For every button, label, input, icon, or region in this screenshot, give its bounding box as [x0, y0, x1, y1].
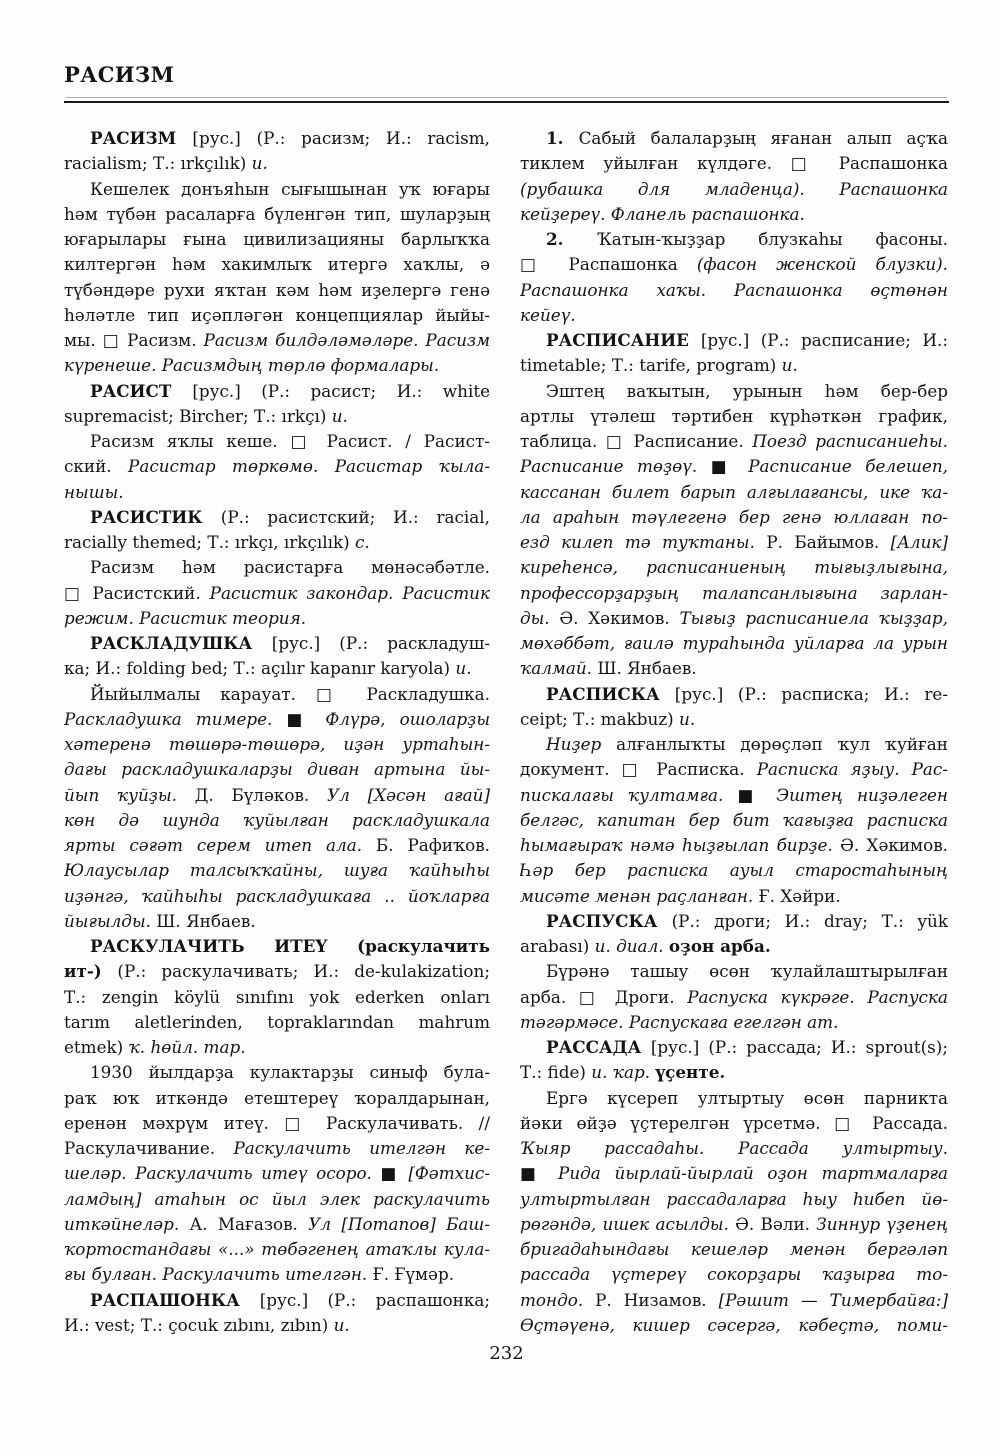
text-run: ский.: [64, 456, 129, 477]
text-run: ҡалмай.: [520, 658, 598, 679]
text-run: timetable; Т.: tarife, program): [520, 355, 782, 376]
text-run: Зиннур үҙенең: [816, 1213, 948, 1234]
text-run: Расизм яҡлы кеше. □ Расист. / Расист-: [90, 431, 490, 451]
text-run: Поезд расписаниеһы.: [752, 431, 948, 451]
text-line: [64, 1237, 490, 1262]
text-run: мөхәббәт, ғаилә тураһында уйларға ла урын: [520, 633, 948, 653]
text-run: Раскулачивание.: [64, 1138, 234, 1158]
text-run: юғарылары ғына цивилизацияны барлыҡҡа: [64, 229, 490, 249]
text-line: [64, 480, 490, 505]
text-line: [64, 1111, 490, 1136]
text-run: РАСКЛАДУШКА: [90, 633, 272, 653]
text-line: [520, 1010, 948, 1035]
text-run: А. Мағазов.: [189, 1213, 309, 1234]
text-line: [64, 404, 490, 429]
text-line: [64, 1212, 490, 1237]
text-line: [520, 1136, 948, 1161]
text-line: [64, 555, 490, 580]
text-run: [Алик]: [890, 532, 948, 552]
text-run: Расписка яҙыу. Рас-: [756, 759, 948, 780]
text-run: arabası): [520, 936, 595, 956]
text-run: Флүрә, ошоларҙы: [325, 708, 490, 729]
text-line: [64, 732, 490, 757]
text-line: [64, 530, 490, 555]
text-line: [64, 1060, 490, 1085]
text-run: тәгәрмәсе. Распускаға егелгән ат.: [520, 1011, 839, 1032]
text-run: Расписание белешеп,: [748, 456, 948, 477]
text-line: [520, 404, 948, 429]
text-run: киреһенсә, расписаниеның тығыҙлығына,: [520, 557, 948, 578]
text-run: racialism; Т.: ırkçılık): [64, 153, 252, 174]
text-line: [520, 530, 948, 555]
text-line: [520, 1262, 948, 1287]
text-run: Р. Низамов.: [595, 1289, 719, 1310]
text-run: □ Распашонка: [520, 254, 697, 275]
text-run: [Рәшит — Тимербайға:]: [718, 1289, 948, 1310]
text-run: Ә. Хәкимов.: [840, 835, 948, 855]
text-line: [64, 454, 490, 479]
text-run: РАСИСТИК: [90, 506, 221, 527]
text-line: [64, 505, 490, 530]
text-run: Ҡыяр рассадаһы. Рассада ултыртыу.: [520, 1138, 948, 1158]
text-run: Раскулачить ителгән ке-: [233, 1138, 490, 1158]
text-run: Ә. Вәли.: [735, 1213, 817, 1234]
column-left: [64, 126, 490, 1338]
text-line: [64, 303, 490, 328]
text-line: [520, 884, 948, 909]
text-run: еренән мәхрүм итеү. □ Раскулачивать. //: [64, 1112, 490, 1133]
text-line: [64, 884, 490, 909]
text-run: шеләр. Раскулачить итеү осоро.: [64, 1163, 381, 1184]
text-run: Расизм һәм расистарға мөнәсәбәтле.: [90, 557, 490, 578]
text-run: пискалағы ҡултамға.: [520, 784, 738, 805]
text-run: таблица. □ Расписание.: [520, 431, 753, 451]
text-run: И.: vest; Т.: çocuk zıbını, zıbın): [64, 1314, 334, 1335]
text-run: тиклем уйылған күлдәге. □ Распашонка: [520, 153, 948, 174]
text-run: түбәндәре рухи яҡтан кәм һәм иҙелергә генә: [64, 279, 490, 300]
text-run: һәләтле тип иҫәпләгән концепциялар йыйы-: [64, 304, 490, 325]
text-run: [Фәтхис-: [408, 1163, 490, 1184]
text-run: Т.: zengin köylü sınıfını yok ederken onları: [64, 986, 490, 1007]
text-line: [64, 606, 490, 631]
text-line: [520, 707, 948, 732]
text-run: Эштең ниҙәлеген: [776, 784, 948, 805]
text-run: (фасон женской блузки).: [696, 254, 948, 275]
text-run: (рубашка для младенца). Распашонка: [520, 178, 948, 199]
text-run: racially themed; Т.: ırkçı, ırkçılık): [64, 532, 356, 552]
text-line: [520, 1035, 948, 1060]
text-run: ултыртылған рассадаларға һыу һибеп йө-: [520, 1188, 948, 1209]
text-run: Ш. Янбаев.: [156, 910, 256, 931]
text-run: Ул [Потапов] Баш-: [308, 1213, 490, 1234]
text-line: [64, 278, 490, 303]
text-line: [520, 1212, 948, 1237]
text-run: кейеү.: [520, 304, 576, 325]
text-run: РАСИСТ: [90, 380, 193, 401]
text-line: [64, 1136, 490, 1161]
text-run: ceipt; Т.: makbuz): [520, 708, 680, 729]
text-run: Өҫтәүенә, кишер сәсергә, кәбеҫтә, поми-: [520, 1314, 948, 1335]
text-run: артлы үтәлеш тәртибен күрһәткән график,: [520, 405, 948, 426]
text-line: [520, 505, 948, 530]
text-run: 1930 йылдарҙа кулактарҙы синыф була-: [90, 1062, 490, 1083]
text-line: [64, 808, 490, 833]
text-line: [64, 429, 490, 454]
text-run: Юлаусылар талсыҡҡайны, шуға ҡайһыһы: [64, 860, 490, 881]
text-run: Рида йырлай-йырлай оҙон тартмаларға: [558, 1163, 948, 1184]
text-run: Т.: fide): [520, 1062, 592, 1083]
text-run: хәтеренә төшөрә-төшөрә, иҙән уртаһын-: [64, 734, 490, 754]
text-line: [520, 656, 948, 681]
text-line: [520, 151, 948, 176]
text-run: Һәр бер расписка ауыл старостаһының: [520, 860, 948, 881]
text-run: Ғ. Хәйри.: [758, 885, 841, 906]
text-line: [520, 1161, 948, 1186]
text-run: и.: [781, 355, 798, 376]
text-run: күренеше. Расизмдың төрлө формалары.: [64, 355, 440, 376]
text-run: 2.: [546, 229, 597, 249]
text-run: һымағыраҡ нәмә һыҙғылап бирҙе.: [520, 835, 841, 855]
text-run: РАСИЗМ: [90, 128, 193, 148]
text-run: Бүрәнә ташыу өсөн ҡулайлаштырылған: [546, 961, 948, 982]
text-run: Ниҙер: [546, 734, 617, 754]
text-line: [64, 379, 490, 404]
text-run: раҡ юҡ иткәндә етештереү ҡоралдарынан,: [64, 1087, 490, 1108]
text-line: [64, 1035, 490, 1060]
text-line: [64, 1010, 490, 1035]
text-run: режим. Расистик теория.: [64, 607, 307, 628]
text-line: [520, 429, 948, 454]
text-line: [520, 278, 948, 303]
text-run: с.: [355, 532, 370, 552]
text-run: РАССАДА: [546, 1037, 651, 1057]
text-line: [64, 353, 490, 378]
text-run: ■: [520, 1163, 559, 1184]
text-line: [520, 808, 948, 833]
text-line: [520, 732, 948, 757]
text-run: Расистик закондар. Расистик: [209, 582, 490, 603]
text-run: ■: [737, 784, 777, 805]
text-run: Сабый балаларҙың яғанан алып аҫҡа: [578, 128, 948, 148]
text-line: [64, 202, 490, 227]
text-run: килтергән һәм хакимлыҡ итергә хаҡлы, ә: [64, 254, 490, 275]
text-line: [64, 1161, 490, 1186]
text-run: тондо.: [520, 1289, 596, 1310]
text-run: документ. □ Расписка.: [520, 759, 757, 780]
text-run: Р. Байымов.: [766, 532, 891, 552]
text-line: [64, 959, 490, 984]
text-line: [520, 555, 948, 580]
text-line: [64, 328, 490, 353]
text-run: и. диал.: [594, 936, 669, 956]
text-line: [64, 656, 490, 681]
text-line: [64, 1086, 490, 1111]
text-line: [520, 959, 948, 984]
text-run: и.: [679, 708, 696, 729]
text-run: Йыйылмалы карауат. □ Раскладушка.: [90, 683, 490, 704]
text-run: Расизм билдәләмәләре. Расизм: [203, 330, 490, 350]
text-run: tarım aletlerinden, topraklarından mahrum: [64, 1011, 490, 1032]
text-line: [520, 303, 948, 328]
text-run: ла араһын тәүлегенә бер генә юллаған по-: [520, 506, 948, 527]
text-run: [рус.] (Р.: расписка; И.: re-: [674, 683, 948, 704]
text-run: ды.: [520, 607, 560, 628]
text-line: [64, 1288, 490, 1313]
text-line: [520, 1086, 948, 1111]
text-run: и.: [333, 1314, 350, 1335]
text-line: [520, 631, 948, 656]
text-line: [64, 1187, 490, 1212]
text-run: supremacist; Bircher; Т.: ırkçı): [64, 405, 332, 426]
text-run: (Р.: дроги; И.: dray; Т.: yük: [671, 910, 948, 931]
text-run: Ҡатын-ҡыҙҙар блузкаһы фасоны.: [596, 229, 948, 249]
text-run: үҫенте.: [655, 1062, 726, 1083]
text-run: ■: [710, 456, 749, 477]
text-run: [рус.] (Р.: распашонка;: [259, 1289, 490, 1310]
text-run: йығылды.: [64, 910, 157, 931]
text-line: [520, 833, 948, 858]
text-run: иҙәнгә, ҡайһыһы раскладушкаға .. йоҡларға: [64, 885, 490, 906]
text-run: РАСКУЛАЧИТЬ ИТЕҮ (раскулачить: [90, 936, 490, 956]
text-run: ярты сәғәт серем итеп ала.: [64, 835, 376, 855]
text-run: профессорҙарҙың талапсанлығына зарлан-: [520, 582, 948, 603]
text-run: etmek): [64, 1037, 129, 1057]
text-line: [520, 480, 948, 505]
text-line: [520, 379, 948, 404]
text-line: [64, 858, 490, 883]
text-run: Б. Рафиҡов.: [375, 835, 490, 855]
text-line: [64, 833, 490, 858]
text-run: рассада үҫтереү сокорҙары ҡаҙырға то-: [520, 1264, 948, 1285]
text-line: [520, 985, 948, 1010]
text-line: [520, 177, 948, 202]
text-run: Распашонка хаҡы. Распашонка өҫтөнән: [520, 279, 948, 300]
text-line: [520, 757, 948, 782]
text-run: иткәйнеләр.: [64, 1213, 190, 1234]
text-line: [520, 1237, 948, 1262]
text-line: [64, 682, 490, 707]
text-run: РАСПАШОНКА: [90, 1289, 260, 1310]
text-line: [520, 1111, 948, 1136]
column-right: [520, 126, 948, 1338]
text-run: мы. □ Расизм.: [64, 330, 204, 350]
text-run: көн дә шунда ҡуйылған раскладушкала: [64, 809, 490, 830]
header-rule: [64, 101, 949, 103]
text-run: Ергә күсереп ултыртыу өсөн парникта: [546, 1087, 948, 1108]
text-run: ка; И.: folding bed; Т.: açılır kapanır karyola): [64, 658, 456, 679]
text-line: [64, 783, 490, 808]
text-line: [520, 1060, 948, 1085]
text-run: ҡортостандағы «...» төбәгенең атаҡлы кула-: [64, 1239, 490, 1259]
text-run: и.: [251, 153, 268, 174]
text-line: [64, 985, 490, 1010]
text-line: [520, 454, 948, 479]
text-run: рөгәндә, ишек асылды.: [520, 1213, 736, 1234]
text-run: [рус.] (Р.: раскладуш-: [271, 633, 490, 653]
text-run: □ Расистский.: [64, 582, 210, 603]
text-line: [520, 909, 948, 934]
text-run: [рус.] (Р.: расизм; И.: racism,: [192, 128, 490, 148]
text-line: [64, 909, 490, 934]
text-line: [520, 606, 948, 631]
text-line: [520, 783, 948, 808]
text-line: [520, 858, 948, 883]
text-run: Расистар төркөмө. Расистар ҡыла-: [128, 456, 490, 477]
text-run: Расписание төҙөү.: [520, 456, 711, 477]
text-run: ит-): [64, 961, 118, 982]
text-line: [520, 126, 948, 151]
text-run: мисәте менән раҫланған.: [520, 885, 759, 906]
text-line: [64, 707, 490, 732]
text-run: арба. □ Дроги.: [520, 986, 688, 1007]
text-run: йып ҡуйҙы.: [64, 784, 195, 805]
text-line: [520, 328, 948, 353]
text-run: һәм түбән расаларға бүленгән тип, шуларҙың: [64, 203, 490, 224]
text-run: кейҙереү. Фланель распашонка.: [520, 203, 805, 224]
text-line: [520, 934, 948, 959]
text-run: Эштең ваҡытын, урынын һәм бер-бер: [546, 380, 948, 401]
text-run: ■: [286, 708, 326, 729]
text-line: [64, 757, 490, 782]
text-run: дағы раскладушкаларҙы диван артына йы-: [64, 759, 490, 780]
text-run: [рус.] (Р.: рассада; И.: sprout(s);: [650, 1037, 948, 1057]
text-run: Раскладушка тимере.: [64, 708, 287, 729]
text-run: бригадаһындағы кешеләр менән бергәләп: [520, 1239, 948, 1259]
text-run: Тығыҙ расписаниела ҡыҙҙар,: [679, 607, 948, 628]
text-line: [64, 934, 490, 959]
text-run: белгәс, капитан бер бит ҡағыҙға расписка: [520, 809, 948, 830]
text-line: [520, 1288, 948, 1313]
text-run: [рус.] (Р.: расист; И.: white: [192, 380, 490, 401]
text-run: нышы.: [64, 481, 124, 502]
text-line: [64, 151, 490, 176]
text-run: Ғ. Ғүмәр.: [372, 1264, 455, 1285]
text-run: оҙон арба.: [668, 936, 771, 956]
text-run: кассанан билет барып алғылағансы, ике ҡа-: [520, 481, 948, 502]
running-head-keyword: РАСИЗМ: [64, 62, 175, 87]
text-line: [520, 1313, 948, 1338]
text-run: езд килеп тә туҡтаны.: [520, 532, 767, 552]
text-run: Д. Бүләков.: [194, 784, 328, 805]
text-line: [520, 252, 948, 277]
text-run: и. ҡар.: [591, 1062, 656, 1083]
text-run: Распуска күкрәге. Распуска: [687, 986, 948, 1007]
text-run: Ш. Янбаев.: [597, 658, 697, 679]
text-run: и.: [455, 658, 472, 679]
text-line: [520, 581, 948, 606]
text-line: [64, 252, 490, 277]
text-run: Ул [Хәсән ағай]: [327, 784, 490, 805]
text-line: [64, 126, 490, 151]
text-line: [64, 1313, 490, 1338]
text-line: [520, 1187, 948, 1212]
text-line: [64, 581, 490, 606]
text-run: [рус.] (Р.: расписание; И.:: [700, 330, 948, 350]
text-run: 1.: [546, 128, 579, 148]
text-run: (Р.: раскулачивать; И.: de-kulakization;: [117, 961, 490, 982]
text-run: ламдың] атаһын ос йыл элек раскулачить: [64, 1188, 490, 1209]
text-line: [64, 227, 490, 252]
text-run: ҡ. һөйл. тар.: [128, 1037, 246, 1057]
text-run: Ә. Хәкимов.: [559, 607, 680, 628]
text-line: [520, 682, 948, 707]
text-line: [64, 1262, 490, 1287]
text-run: ■: [380, 1163, 409, 1184]
text-run: РАСПУСКА: [546, 910, 672, 931]
text-run: (Р.: расистский; И.: racial,: [220, 506, 490, 527]
text-run: ғы булған. Раскулачить ителгән.: [64, 1264, 373, 1285]
page-number: 232: [489, 1343, 524, 1364]
text-line: [520, 227, 948, 252]
text-run: алғанлыҡты дөрөҫләп ҡул ҡуйған: [616, 734, 948, 754]
text-run: Кешелек донъяһын сығышынан уҡ юғары: [90, 178, 490, 199]
text-line: [64, 177, 490, 202]
text-line: [520, 353, 948, 378]
text-line: [520, 202, 948, 227]
text-run: РАСПИСКА: [546, 683, 675, 704]
text-run: РАСПИСАНИЕ: [546, 330, 701, 350]
text-line: [64, 631, 490, 656]
text-run: йәки өйҙә үҫтерелгән үрсетмә. □ Рассада.: [520, 1112, 948, 1133]
text-run: и.: [331, 405, 348, 426]
